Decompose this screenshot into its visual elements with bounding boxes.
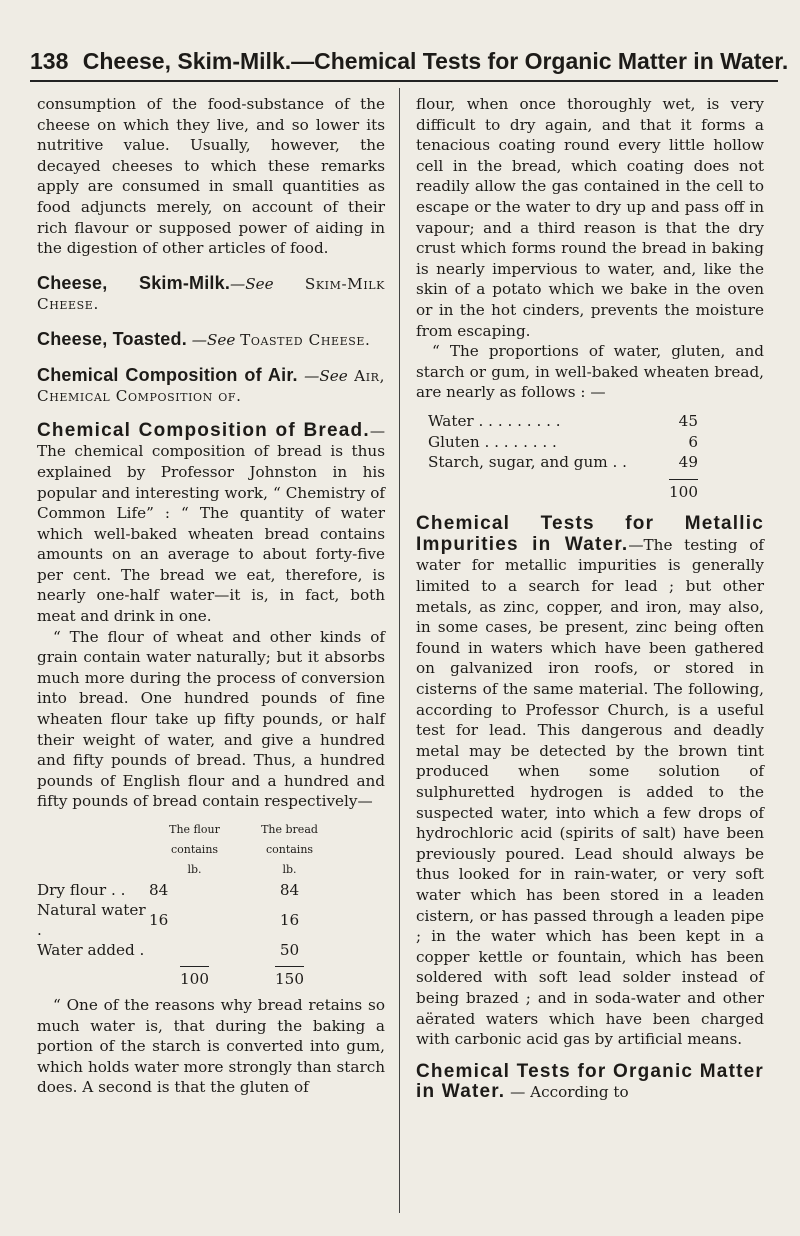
entry-composition-air	[37, 365, 385, 407]
proportions-table	[428, 411, 698, 502]
page-number: 138	[30, 48, 69, 74]
paragraph-gluten: flour, when once thoroughly wet, is very difficult to dry again, and that it forms a tenacious coating round every little hollow cell in the bread, which coating does not readily allow the gas contained in the cell to escape or the water to dry up and pass off in vapour; and a third reason is that the dry crust which forms round the bread in baking is nearly impervious to water, and, like the skin of a potato which we bake in the oven or in the hot cinders, prevents the moisture from escaping.	[416, 95, 764, 340]
entry-skim-milk-cheese	[37, 273, 385, 315]
row-value: 49	[678, 453, 698, 472]
row-flour: 16	[149, 911, 169, 929]
flour-bread-table	[37, 820, 337, 989]
total-value: 100	[669, 479, 698, 503]
entry-composition-bread	[37, 421, 385, 627]
entry-heading: Cheese, Skim-Milk.	[37, 272, 231, 293]
table-row	[37, 940, 337, 960]
running-title: Cheese, Skim-Milk.—Chemical Tests for Organic Matter in Water.	[82, 48, 789, 74]
row-label: Water added .	[37, 941, 145, 959]
entry-heading: Chemical Composition of Bread.	[37, 419, 370, 441]
table-total-row	[428, 473, 698, 503]
table-total-row	[37, 960, 337, 989]
entry-heading: Chemical Composition of Air.	[37, 364, 298, 385]
table-row	[428, 432, 698, 453]
table-row	[37, 900, 337, 940]
table-unit: lb.	[187, 863, 202, 876]
see-label: —See	[304, 366, 348, 385]
total-bread: 150	[275, 966, 304, 989]
row-value: 45	[678, 411, 698, 430]
column-divider	[399, 88, 400, 1213]
table-row	[428, 452, 698, 473]
row-bread: 16	[279, 911, 300, 929]
entry-text: —The chemical composition of bread is thus explained by Professor Johnston in his popular and interesting work, “ Chemistry of Common Life” : “ The quantity of water which well-baked wheaten bread contains amounts on an average to about forty-five per cent. The bread we eat, therefore, is nearly one-half water—it is, in fact, both meat and drink in one.	[37, 421, 385, 626]
paragraph-decayed-cheese: consumption of the food-substance of the cheese on which they live, and so lower its nutritive value. Usually, however, the decayed cheeses to which these remarks apply are consumed in small quantities as food adjuncts merely, on account of their rich flavour or supposed power of aiding in the digestion of other articles of food.	[37, 95, 385, 258]
cross-reference: Skim-Milk Cheese.	[37, 274, 385, 314]
entry-toasted-cheese	[37, 329, 385, 351]
paragraph-reasons: “ One of the reasons why bread retains so much water is, that during the baking a portion of the starch is converted into gum, which holds water more strongly than starch does. A second is that the gluten of	[37, 996, 385, 1097]
entry-text: —The testing of water for metallic impurities is generally limited to a search for lead ; but other metals, as zinc, copper, and iron, may also, in some cases, be present, zinc being often found in waters which have been gathered on galvanized iron roofs, or stored in cisterns of the same material. The following, according to Professor Church, is a useful test for lead. This dangerous and deadly metal may be detected by the brown tint produced when some solution of sulphuretted hydrogen is added to the suspected water, into which a few drops of hydrochloric acid (spirits of salt) have been previously poured. Lead should always be thus looked for in rain-water, or very soft water which has been stored in a leaden cistern, or has passed through a leaden pipe ; in the water which has been kept in a copper kettle or fountain, which has been soldered with soft lead solder instead of being brazed ; and in soda-water and other aërated waters which have been charged with carbonic acid gas by artificial means.	[416, 535, 764, 1049]
entry-heading: Cheese, Toasted.	[37, 328, 187, 349]
row-label: Starch, sugar, and gum . .	[428, 453, 627, 472]
row-bread: 84	[279, 881, 300, 899]
see-label: —See	[191, 330, 236, 349]
entry-organic-matter	[416, 1062, 764, 1103]
row-flour: 84	[149, 881, 169, 899]
table-unit: lb.	[282, 863, 297, 876]
table-row	[428, 411, 698, 432]
row-label: Gluten . . . . . . . .	[428, 432, 557, 451]
see-label: —See	[230, 274, 274, 293]
table-row	[37, 880, 337, 900]
entry-heading: Chemical Tests for Organic Matter in Water.	[416, 1060, 764, 1103]
paragraph-proportions: “ The proportions of water, gluten, and starch or gum, in well-baked wheaten bread, are nearly as follows : —	[416, 342, 764, 402]
total-flour: 100	[180, 966, 209, 989]
cross-reference: Toasted Cheese.	[240, 330, 371, 349]
cross-reference: Air, Chemical Composition of.	[37, 366, 385, 406]
entry-text: — According to	[505, 1083, 629, 1102]
left-column	[37, 94, 385, 1098]
table-header-bread: The bread contains	[261, 823, 318, 856]
running-header	[30, 48, 789, 75]
row-label: Dry flour . .	[37, 881, 126, 899]
right-column	[416, 94, 764, 1103]
header-rule	[30, 80, 778, 82]
row-flour	[147, 940, 242, 960]
table-header-flour: The flour contains	[169, 823, 220, 856]
entry-heading: Chemical Tests for Metallic Impurities in Water.	[416, 513, 764, 555]
entry-metallic-impurities	[416, 514, 764, 1049]
paragraph-flour-water: “ The flour of wheat and other kinds of grain contain water naturally; but it absorbs much more during the process of conversion into bread. One hundred pounds of fine wheaten flour take up fifty pounds, or half their weight of water, and give a hundred and fifty pounds of bread. Thus, a hundred pounds of English flour and a hundred and fifty pounds of bread contain respectively—	[37, 627, 385, 811]
row-bread: 50	[279, 941, 300, 959]
row-value: 6	[688, 432, 698, 451]
row-label: Natural water .	[37, 901, 146, 939]
row-label: Water . . . . . . . . .	[428, 411, 561, 430]
